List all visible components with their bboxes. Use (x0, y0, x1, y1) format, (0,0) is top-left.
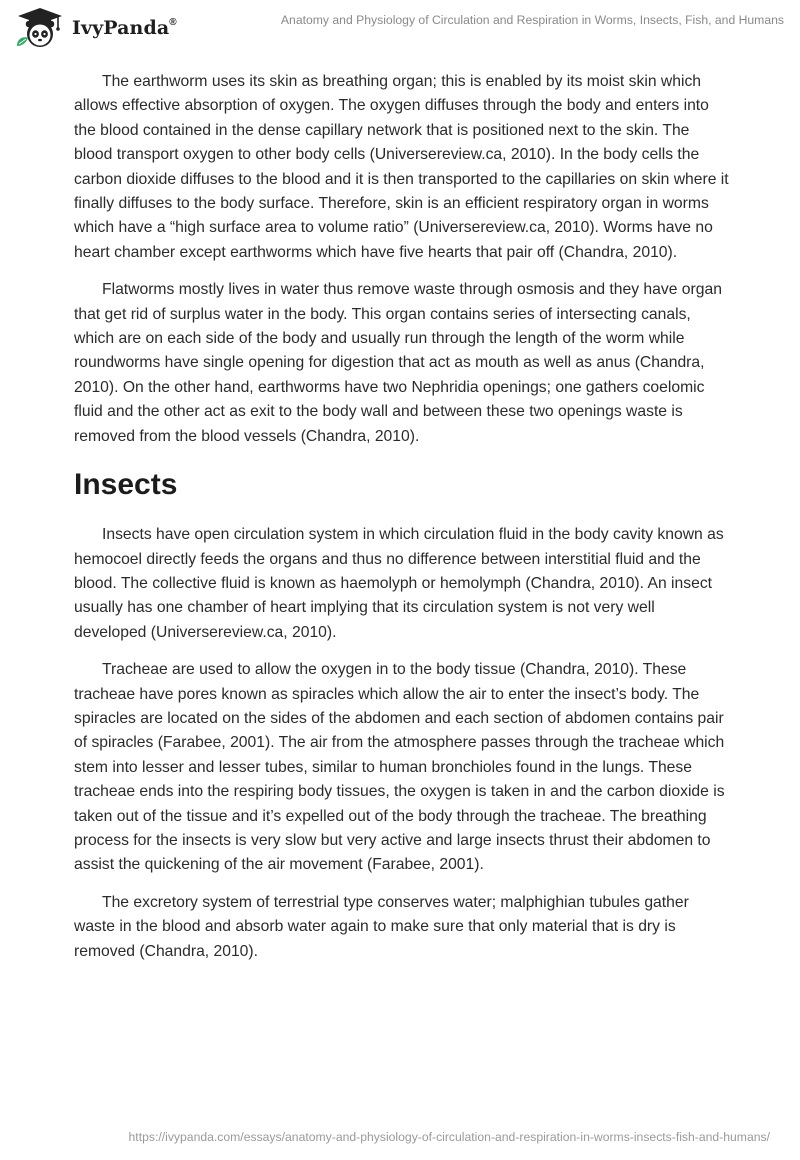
page-header (0, 0, 800, 62)
paragraph-insect-excretion: The excretory system of terrestrial type conserves water; malphighian tubules gather waste in the blood and absorb water again to make sure that only material that is dry is removed (Chandra, 2010). (74, 893, 689, 960)
panda-graduate-icon (14, 6, 66, 50)
document-title: Anatomy and Physiology of Circulation and Respiration in Worms, Insects, Fish, and Humans (280, 13, 784, 27)
ivypanda-logo[interactable] (14, 6, 177, 50)
registered-mark: ® (169, 16, 177, 28)
paragraph-insect-respiration: Tracheae are used to allow the oxygen in to the body tissue (Chandra, 2010). These tracheae have pores known as spiracles which allow the air to enter the insect’s body. The spiracles are located on the sides of the abdomen and each section of abdomen contains pair of spiracles (Farabee, 2001). The air from the atmosphere passes through the tracheae which stem into lesser and lesser tubes, similar to human bronchioles found in the lungs. These tracheae ends into the respiring body tissues, the oxygen is taken in and the carbon dioxide is taken out of the tissue and it’s expelled out of the body through the tracheae. The breathing process for the insects is very slow but very active and large insects thrust their abdomen to assist the quickening of the air movement (Farabee, 2001). (74, 661, 725, 874)
paragraph-worm-excretion: Flatworms mostly lives in water thus remove waste through osmosis and they have organ that get rid of surplus water in the body. This organ contains series of intersecting canals, which are on each side of the body and usually run through the length of the worm while roundworms have single opening for digestion that act as mouth as well as anus (Chandra, 2010). On the other hand, earthworms have two Nephridia openings; one gathers coelomic fluid and the other act as exit to the body wall and between these two openings waste is removed from the blood vessels (Chandra, 2010). (74, 281, 722, 445)
brand-name: IvyPanda® (72, 16, 177, 39)
essay-content (74, 70, 729, 977)
source-url[interactable]: https://ivypanda.com/essays/anatomy-and-physiology-of-circulation-and-respiration-in-worms-insects-fish-and-humans/ (128, 1130, 770, 1144)
paragraph-earthworm-respiration: The earthworm uses its skin as breathing organ; this is enabled by its moist skin which allows effective absorption of oxygen. The oxygen diffuses through the body and enters into the blood contained in the dense capillary network that is positioned next to the skin. The blood transport oxygen to other body cells (Universereview.ca, 2010). In the body cells the carbon dioxide diffuses to the blood and it is then transported to the capillaries on skin where it finally diffuses to the body surface. Therefore, skin is an efficient respiratory organ in worms which have a “high surface area to volume ratio” (Universereview.ca, 2010). Worms have no heart chamber except earthworms which have five hearts that pair off (Chandra, 2010). (74, 73, 729, 261)
section-heading-insects: Insects (74, 468, 178, 502)
paragraph-insect-circulation: Insects have open circulation system in which circulation fluid in the body cavity known as hemocoel directly feeds the organs and thus no difference between interstitial fluid and the blood. The collective fluid is known as haemolyph or hemolymph (Chandra, 2010). An insect usually has one chamber of heart implying that its circulation system is not very well developed (Universereview.ca, 2010). (74, 526, 724, 641)
